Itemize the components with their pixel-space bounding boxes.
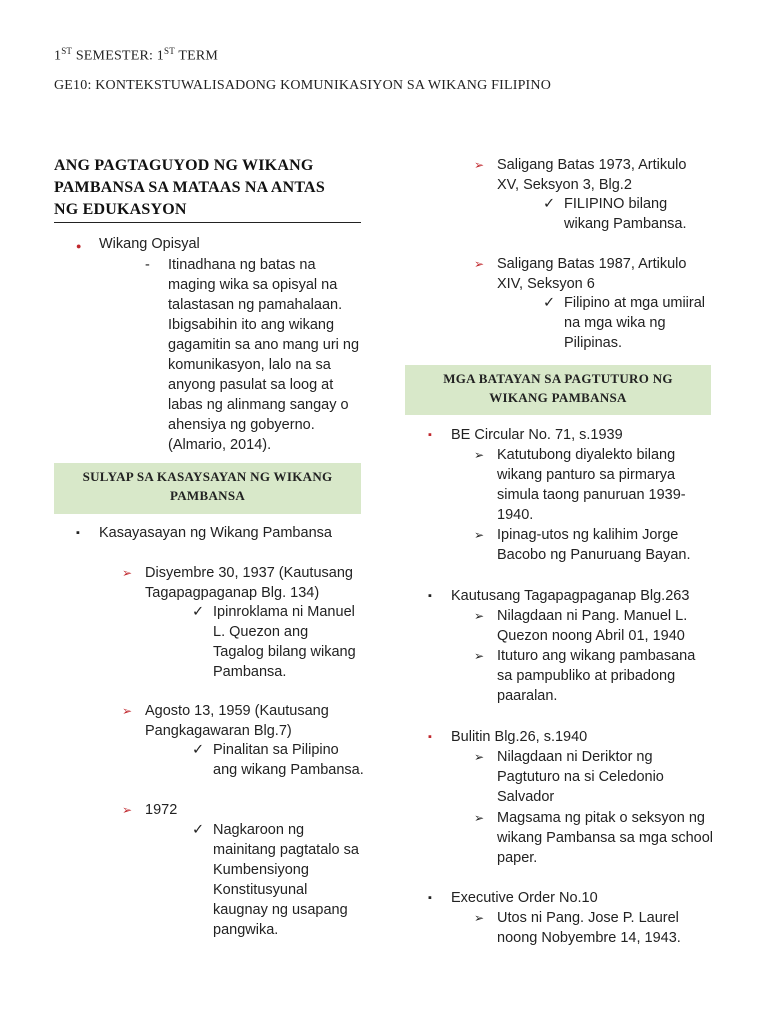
arrow-icon: ➢ [122,803,133,817]
main-title: ANG PAGTAGUYOD NG WIKANG PAMBANSA SA MATAAS NA ANTAS NG EDUKASYON [54,157,325,218]
history-item-heading: Agosto 13, 1959 (Kautusang Pangkagawaran Blg.7) [145,703,329,739]
constitution-point: FILIPINO bilang wikang Pambansa. [564,196,687,232]
arrow-icon: ➢ [474,811,485,825]
wikang-opisyal-definition: Itinadhana ng batas na maging wika sa opisyal na talastasan ng pamahalaan. Ibigsabihin ito ang wikang gagamitin sa ano mang uri ng komunikasyon, lalo na sa anyong pasulat sa loog at labas ng alinmang sangay o ahensiya ng gobyerno. (Almario, 2014). [168,257,360,453]
arrow-icon: ➢ [474,528,485,542]
basis-point: Nilagdaan ni Pang. Manuel L. Quezon noong Abril 01, 1940 [497,608,688,644]
basis-point: Ipinag-utos ng kalihim Jorge Bacobo ng Panuruang Bayan. [497,527,691,563]
history-item-heading: 1972 [145,802,178,818]
check-icon: ✓ [543,295,556,311]
basis-heading: Bulitin Blg.26, s.1940 [451,729,588,745]
wikang-opisyal-label: Wikang Opisyal [99,236,200,252]
dash-icon: - [145,257,150,273]
basis-heading: Executive Order No.10 [451,890,598,906]
constitution-heading: Saligang Batas 1987, Artikulo XIV, Seksyon 6 [497,256,687,292]
history-item-point: Nagkaroon ng mainitang pagtatalo sa Kumbensiyong Konstitusyunal kaugnay ng usapang pangwika. [213,822,359,938]
arrow-icon: ➢ [474,257,485,271]
history-item-point: Pinalitan sa Pilipino ang wikang Pambansa. [213,742,364,778]
history-item-heading: Disyembre 30, 1937 (Kautusang Tagapagpaganap Blg. 134) [145,565,353,601]
bullet-square-icon: ▪ [428,731,432,743]
bullet-square-icon: ▪ [428,590,432,602]
arrow-icon: ➢ [474,649,485,663]
bullet-square-icon: ▪ [428,429,432,441]
check-icon: ✓ [192,822,205,838]
semester-line: 1ST SEMESTER: 1ST TERM [54,46,219,64]
check-icon: ✓ [192,604,205,620]
constitution-point: Filipino at mga umiiral na mga wika ng Pilipinas. [564,295,706,351]
arrow-icon: ➢ [474,609,485,623]
basis-point: Magsama ng pitak o seksyon ng wikang Pambansa sa mga school paper. [497,810,714,866]
basis-point: Utos ni Pang. Jose P. Laurel noong Nobyembre 14, 1943. [497,910,681,946]
bullet-square-icon: ▪ [76,527,80,539]
bullet-round-icon: ● [76,241,82,251]
constitution-heading: Saligang Batas 1973, Artikulo XV, Seksyon 3, Blg.2 [497,157,687,193]
basis-heading: BE Circular No. 71, s.1939 [451,427,623,443]
course-title: GE10: KONTEKSTUWALISADONG KOMUNIKASIYON SA WIKANG FILIPINO [54,78,552,93]
check-icon: ✓ [543,196,556,212]
basis-point: Nilagdaan ni Deriktor ng Pagtuturo na si Celedonio Salvador [497,749,664,805]
section-band-batayan: MGA BATAYAN SA PAGTUTURO NG WIKANG PAMBANSA [405,365,711,415]
arrow-icon: ➢ [474,448,485,462]
bullet-square-icon: ▪ [428,892,432,904]
arrow-icon: ➢ [474,911,485,925]
basis-point: Ituturo ang wikang pambasana sa pampubliko at pribadong paaralan. [497,648,696,704]
arrow-icon: ➢ [474,158,485,172]
title-underline [54,222,361,223]
basis-heading: Kautusang Tagapagpaganap Blg.263 [451,588,690,604]
check-icon: ✓ [192,742,205,758]
basis-point: Katutubong diyalekto bilang wikang panturo sa pirmarya simula taong panuruan 1939- 1940. [497,447,686,523]
arrow-icon: ➢ [122,704,133,718]
history-item-point: Ipinroklama ni Manuel L. Quezon ang Tagalog bilang wikang Pambansa. [213,604,356,680]
section-band-sulyap: SULYAP SA KASAYSAYAN NG WIKANG PAMBANSA [54,463,361,514]
kasaysayan-label: Kasayasayan ng Wikang Pambansa [99,525,332,541]
arrow-icon: ➢ [122,566,133,580]
arrow-icon: ➢ [474,750,485,764]
